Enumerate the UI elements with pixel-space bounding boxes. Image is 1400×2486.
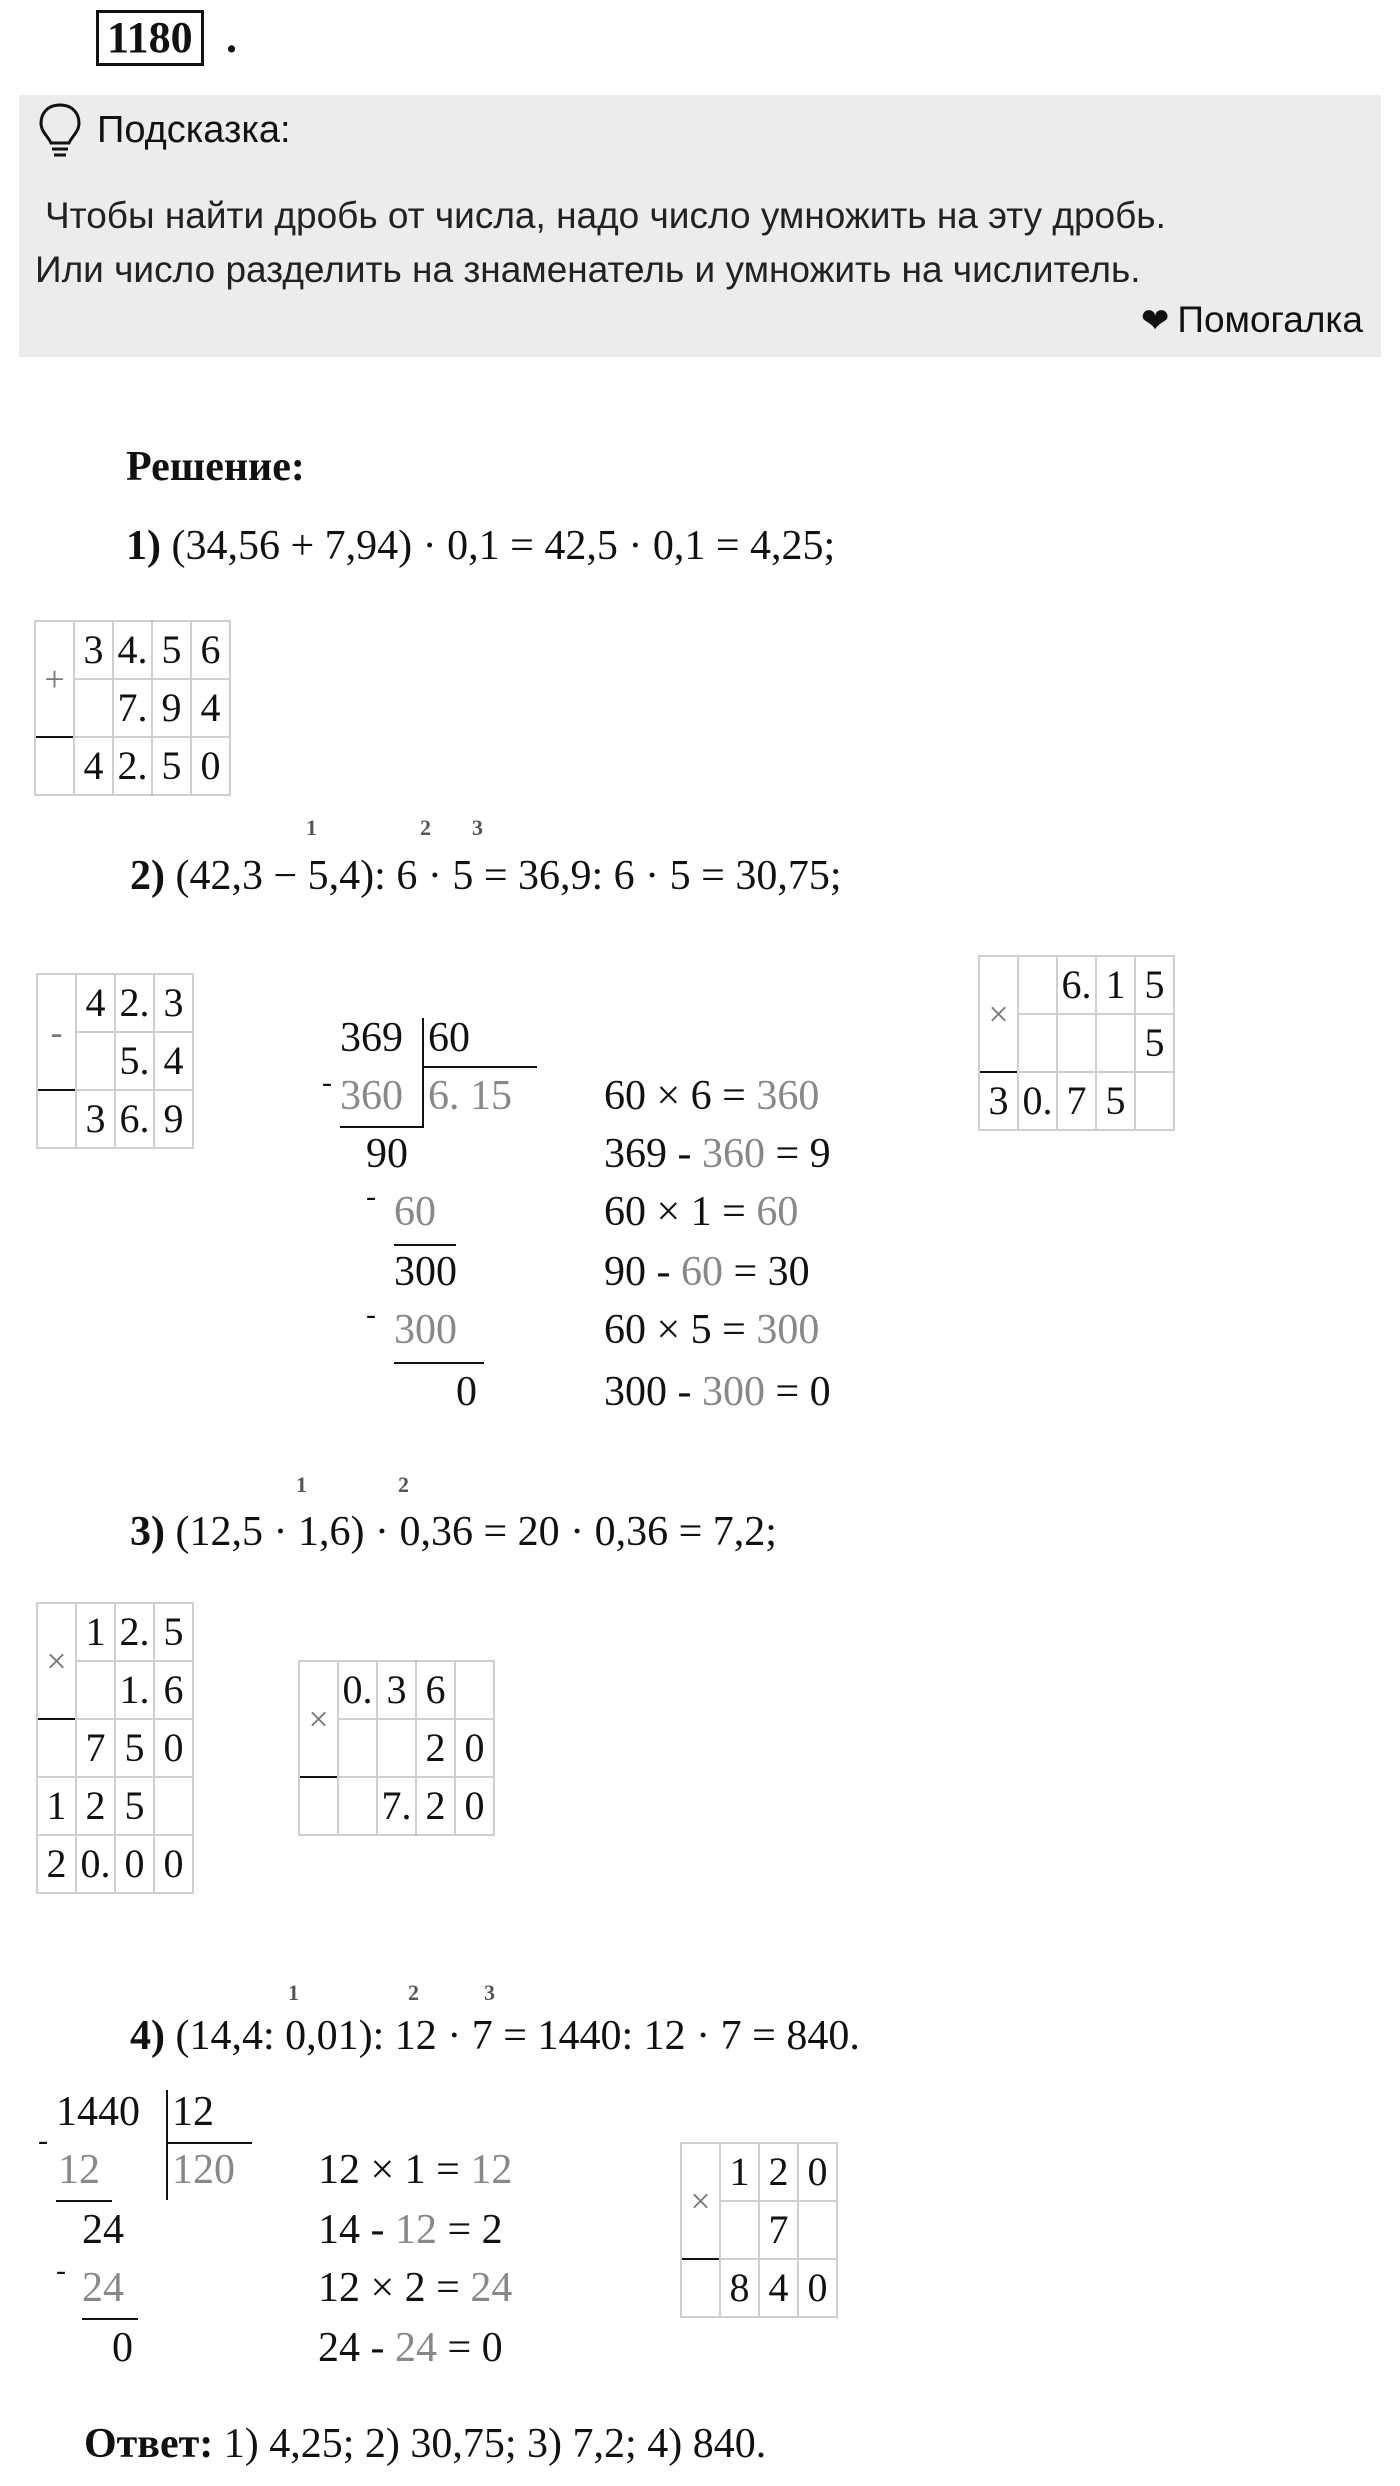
answer: [84, 2420, 766, 2468]
multiplication-grid-3b: × 0. 3 6 2 0 7. 2 0: [298, 1660, 495, 1836]
quotient: 6. 15: [428, 1073, 512, 1119]
quotient: 120: [172, 2147, 235, 2193]
note: 12 × 1 = 12: [318, 2147, 513, 2193]
answer-label: Ответ:: [84, 2421, 214, 2467]
subtrahend: 300: [394, 1307, 457, 1353]
multiplication-grid-2: × 6. 1 5 5 3 0. 7 5: [978, 955, 1175, 1131]
problem-number: 1180: [96, 10, 204, 66]
order-mark: 2: [408, 1980, 419, 2005]
lightbulb-icon: [35, 101, 85, 161]
hint-box: [19, 95, 1381, 357]
order-mark: 3: [484, 1980, 495, 2005]
step-4: [130, 2012, 860, 2060]
note: 12 × 2 = 24: [318, 2265, 513, 2311]
step-2-label: 2): [130, 853, 165, 899]
divisor: 60: [428, 1015, 470, 1061]
order-mark: 2: [398, 1472, 409, 1497]
remainder: 0: [456, 1369, 477, 1415]
note: 60 × 5 = 300: [604, 1307, 820, 1353]
order-mark: 2: [420, 815, 431, 840]
step-2-expr: (42,3 − 5,4): 6 · 5 = 36,9: 6 · 5 = 30,75;: [175, 853, 842, 899]
step-4-label: 4): [130, 2013, 165, 2059]
note: 369 - 360 = 9: [604, 1131, 831, 1177]
order-mark: 1: [306, 815, 317, 840]
remainder: 90: [366, 1131, 408, 1177]
credit-label: Помогалка: [1177, 299, 1363, 340]
dividend: 1440: [56, 2089, 140, 2135]
note: 24 - 24 = 0: [318, 2325, 503, 2371]
addition-grid-1: + 3 4. 5 6 7. 9 4 4 2. 5 0: [34, 620, 231, 796]
problem-number-dot: .: [226, 13, 237, 62]
subtrahend: 24: [82, 2265, 124, 2311]
step-1-label: 1): [126, 523, 161, 569]
hint-title: Подсказка:: [97, 109, 291, 151]
answer-text: 1) 4,25; 2) 30,75; 3) 7,2; 4) 840.: [223, 2421, 767, 2467]
note: 300 - 300 = 0: [604, 1369, 831, 1415]
subtrahend: 12: [58, 2147, 100, 2193]
note: 60 × 6 = 360: [604, 1073, 820, 1119]
solution-label: Решение:: [126, 444, 305, 490]
step-2: [130, 852, 842, 900]
multiplication-grid-4: × 1 2 0 7 8 4 0: [680, 2142, 838, 2318]
step-4-expr: (14,4: 0,01): 12 · 7 = 1440: 12 · 7 = 840.: [175, 2013, 860, 2059]
note: 60 × 1 = 60: [604, 1189, 799, 1235]
hint-line-2: Или число разделить на знаменатель и умножить на числитель.: [35, 249, 1141, 290]
step-1-expr: (34,56 + 7,94) · 0,1 = 42,5 · 0,1 = 4,25;: [171, 523, 836, 569]
order-mark: 3: [472, 815, 483, 840]
order-mark: 1: [296, 1472, 307, 1497]
order-mark: 1: [288, 1980, 299, 2005]
step-3-expr: (12,5 · 1,6) · 0,36 = 20 · 0,36 = 7,2;: [175, 1509, 777, 1555]
hint-line-1: Чтобы найти дробь от числа, надо число умножить на эту дробь.: [45, 195, 1166, 236]
dividend: 369: [340, 1015, 403, 1061]
step-1: [126, 522, 835, 570]
divisor: 12: [172, 2089, 214, 2135]
subtrahend: 60: [394, 1189, 436, 1235]
subtrahend: 360: [340, 1073, 403, 1119]
hint-credit[interactable]: [1141, 299, 1363, 341]
remainder: 0: [112, 2325, 133, 2371]
note: 90 - 60 = 30: [604, 1249, 810, 1295]
note: 14 - 12 = 2: [318, 2207, 503, 2253]
remainder: 24: [82, 2207, 124, 2253]
heart-icon: ❤: [1140, 302, 1170, 340]
multiplication-grid-3a: × 1 2. 5 1. 6 7 5 0 1 2 5 2 0. 0 0: [36, 1602, 194, 1894]
step-3-label: 3): [130, 1509, 165, 1555]
subtraction-grid-2: - 4 2. 3 5. 4 3 6. 9: [36, 973, 194, 1149]
remainder: 300: [394, 1249, 457, 1295]
step-3: [130, 1508, 777, 1556]
